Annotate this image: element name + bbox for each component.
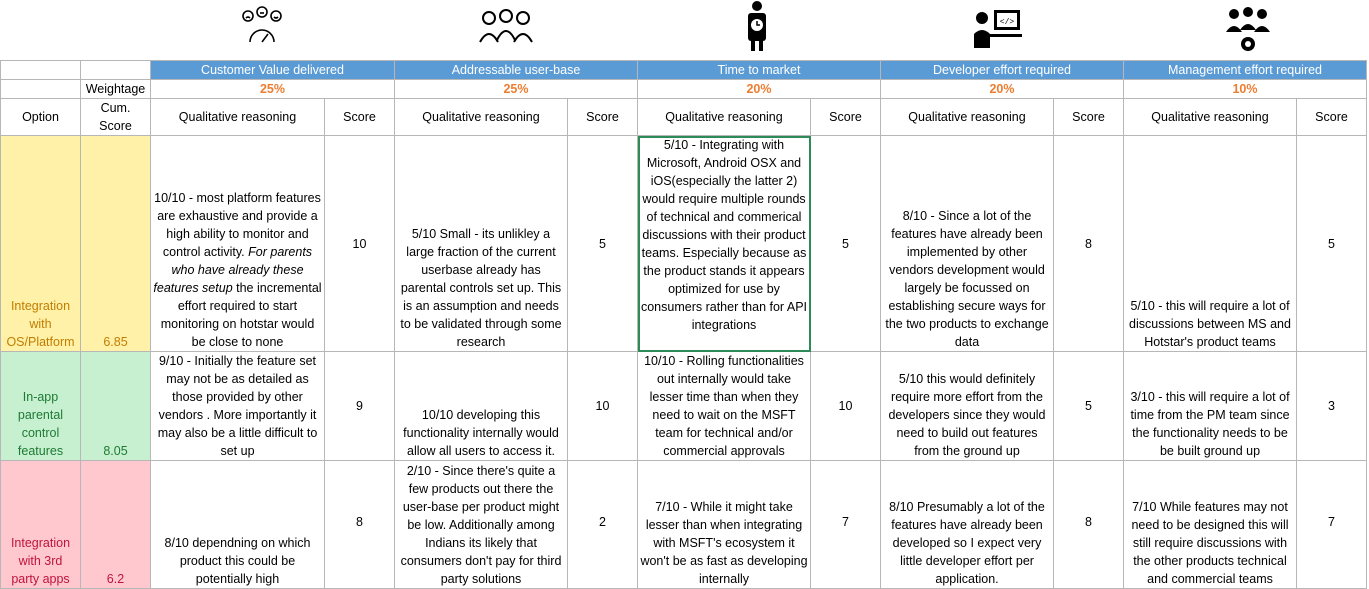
table-row (1, 352, 1367, 461)
score-cell: 8 (1054, 461, 1124, 589)
reasoning-cell: 7/10 While features may not need to be designed this will still require discussions with the other products technical and commercial teams (1124, 461, 1297, 589)
score-cell: 10 (325, 136, 395, 352)
score-cell: 10 (811, 352, 881, 461)
score-cell: 3 (1297, 352, 1367, 461)
score-cell: 10 (568, 352, 638, 461)
score-cell: 9 (325, 352, 395, 461)
table-row (1, 136, 1367, 352)
criterion-management-effort: Management effort required (1124, 61, 1367, 80)
weightage-row (1, 80, 1367, 99)
option-header: Option (1, 99, 81, 136)
reasoning-header: Qualitative reasoning (1124, 99, 1297, 136)
customer-satisfaction-icon (238, 6, 286, 48)
reasoning-cell: 2/10 - Since there's quite a few products out there the user-base per product might be low. Additionally among Indians its likely that consumers don't pay for third party solutions (395, 461, 568, 589)
score-cell: 5 (1297, 136, 1367, 352)
score-header: Score (1054, 99, 1124, 136)
score-cell: 5 (568, 136, 638, 352)
reasoning-header: Qualitative reasoning (395, 99, 568, 136)
option-name: In-app parental control features (1, 352, 81, 461)
user-group-icon (477, 6, 535, 48)
reasoning-header: Qualitative reasoning (638, 99, 811, 136)
reasoning-cell: 9/10 - Initially the feature set may not be as detailed as those provided by other vendors . More importantly it may also be a little difficult to set up (151, 352, 325, 461)
reasoning-cell: 5/10 Small - its unlikley a large fraction of the current userbase already has parental controls set up. This is an assumption and needs to be validated through some research (395, 136, 568, 352)
decision-matrix (0, 60, 1367, 589)
option-name: Integration with OS/Platform (1, 136, 81, 352)
weight-developer-effort: 20% (881, 80, 1124, 99)
weight-addressable-user-base: 25% (395, 80, 638, 99)
column-header-row (1, 99, 1367, 136)
weight-customer-value: 25% (151, 80, 395, 99)
criteria-row (1, 61, 1367, 80)
score-cell: 2 (568, 461, 638, 589)
criterion-time-to-market: Time to market (638, 61, 881, 80)
score-header: Score (568, 99, 638, 136)
team-gear-icon (1224, 6, 1272, 54)
weight-time-to-market: 20% (638, 80, 881, 99)
table-row (1, 461, 1367, 589)
score-header: Score (811, 99, 881, 136)
criterion-addressable-user-base: Addressable user-base (395, 61, 638, 80)
score-header: Score (325, 99, 395, 136)
score-cell: 7 (811, 461, 881, 589)
score-cell: 7 (1297, 461, 1367, 589)
reasoning-cell: 8/10 Presumably a lot of the features have already been developed so I expect very little developer effort per application. (881, 461, 1054, 589)
criterion-customer-value: Customer Value delivered (151, 61, 395, 80)
cum-score-header: Cum. Score (81, 99, 151, 136)
reasoning-header: Qualitative reasoning (151, 99, 325, 136)
weight-management-effort: 10% (1124, 80, 1367, 99)
icon-row (0, 0, 1369, 60)
reasoning-cell: 5/10 this would definitely require more effort from the developers since they would need to build out features from the ground up (881, 352, 1054, 461)
reasoning-header: Qualitative reasoning (881, 99, 1054, 136)
reasoning-cell: 5/10 - this will require a lot of discussions between MS and Hotstar's product teams (1124, 136, 1297, 352)
reasoning-cell: 8/10 - Since a lot of the features have already been implemented by other vendors development would largely be focussed on establishing secure ways for the two products to exchange data (881, 136, 1054, 352)
reasoning-cell: 7/10 - While it might take lesser than when integrating with MSFT's ecosystem it won't be as fast as developing internally (638, 461, 811, 589)
weightage-label: Weightage (81, 80, 151, 99)
score-cell: 5 (811, 136, 881, 352)
svg-text:</>: </> (999, 18, 1015, 27)
reasoning-cell-selected[interactable]: 5/10 - Integrating with Microsoft, Android OSX and iOS(especially the latter 2) would require multiple rounds of technical and commerical discussions with their product teams. Especially because as the product stands it appears optimized for use by consumers rather than for API integrations (638, 136, 811, 352)
reasoning-cell: 8/10 dependning on which product this could be potentially high (151, 461, 325, 589)
cum-score: 6.2 (81, 461, 151, 589)
cum-score: 8.05 (81, 352, 151, 461)
score-header: Score (1297, 99, 1367, 136)
reasoning-cell: 10/10 - most platform features are exhaustive and provide a high ability to monitor and control activity. For parents who have already these features setup the incremental effort required to start monitoring on hotstar would be close to none (151, 136, 325, 352)
reasoning-cell: 10/10 developing this functionality internally would allow all users to access it. (395, 352, 568, 461)
score-cell: 8 (325, 461, 395, 589)
option-name: Integration with 3rd party apps (1, 461, 81, 589)
developer-computer-icon (972, 6, 1024, 50)
score-cell: 8 (1054, 136, 1124, 352)
score-cell: 5 (1054, 352, 1124, 461)
cum-score: 6.85 (81, 136, 151, 352)
criterion-developer-effort: Developer effort required (881, 61, 1124, 80)
person-clock-icon (742, 0, 772, 52)
reasoning-cell: 3/10 - this will require a lot of time from the PM team since the functionality needs to be be built ground up (1124, 352, 1297, 461)
reasoning-cell: 10/10 - Rolling functionalities out internally would take lesser time than when they need to wait on the MSFT team for technical and/or commercial approvals (638, 352, 811, 461)
